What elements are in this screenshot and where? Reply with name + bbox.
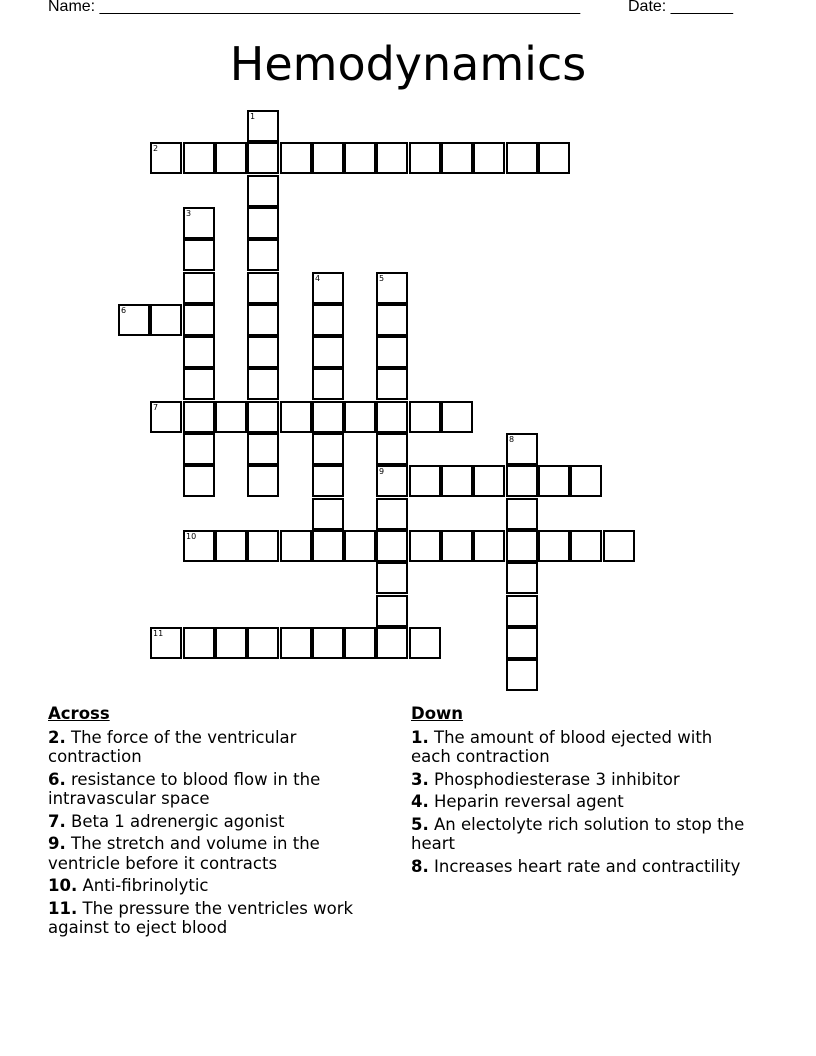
across-clue	[48, 728, 393, 767]
clue-number: 6.	[48, 769, 66, 789]
clue-text: The force of the ventricular contraction	[48, 727, 297, 766]
crossword-cell[interactable]	[441, 530, 473, 562]
clue-number: 4.	[411, 792, 429, 811]
cell-number: 2	[153, 144, 159, 153]
down-clue	[411, 792, 756, 812]
clue-number: 2.	[48, 727, 66, 747]
cell-number: 3	[186, 209, 192, 218]
crossword-cell[interactable]	[280, 401, 312, 433]
crossword-cell[interactable]	[312, 142, 344, 174]
crossword-cell[interactable]	[183, 368, 215, 400]
across-clues	[48, 704, 393, 941]
clue-text: An electolyte rich solution to stop the heart	[411, 814, 745, 853]
crossword-cell[interactable]	[376, 304, 408, 336]
across-clue	[48, 876, 393, 896]
crossword-cell[interactable]	[376, 142, 408, 174]
crossword-cell[interactable]	[280, 530, 312, 562]
crossword-cell[interactable]	[183, 239, 215, 271]
crossword-cell[interactable]	[183, 142, 215, 174]
clue-text: The amount of blood ejected with each contraction	[411, 727, 713, 766]
across-clue	[48, 770, 393, 809]
crossword-cell[interactable]	[344, 530, 376, 562]
crossword-cell[interactable]	[183, 304, 215, 336]
crossword-cell[interactable]	[247, 304, 279, 336]
crossword-cell[interactable]	[570, 530, 602, 562]
crossword-cell[interactable]	[312, 304, 344, 336]
clue-number: 10.	[48, 876, 78, 895]
crossword-cell[interactable]	[247, 142, 279, 174]
crossword-cell[interactable]	[376, 530, 408, 562]
crossword-cell[interactable]	[376, 401, 408, 433]
crossword-cell[interactable]	[247, 433, 279, 465]
crossword-cell[interactable]	[376, 595, 408, 627]
crossword-cell[interactable]	[506, 498, 538, 530]
clue-number: 3.	[411, 769, 429, 789]
crossword-cell[interactable]	[150, 304, 182, 336]
cell-number: 5	[379, 274, 385, 283]
crossword-cell[interactable]	[247, 110, 279, 142]
cell-number: 8	[509, 435, 515, 444]
crossword-cell[interactable]	[247, 368, 279, 400]
date-label[interactable]: Date: _______	[628, 0, 733, 15]
crossword-cell[interactable]	[215, 401, 247, 433]
clue-text: Anti-fibrinolytic	[82, 876, 209, 895]
clue-number: 11.	[48, 898, 78, 918]
puzzle-title: Hemodynamics	[229, 37, 587, 91]
crossword-cell[interactable]	[215, 142, 247, 174]
across-clue	[48, 834, 393, 873]
crossword-cell[interactable]	[376, 336, 408, 368]
cell-number: 11	[153, 629, 164, 638]
crossword-cell[interactable]	[376, 465, 408, 497]
crossword-cell[interactable]	[570, 465, 602, 497]
crossword-cell[interactable]	[312, 465, 344, 497]
crossword-cell[interactable]	[312, 401, 344, 433]
crossword-cell[interactable]	[312, 530, 344, 562]
crossword-cell[interactable]	[409, 530, 441, 562]
clue-number: 5.	[411, 814, 429, 834]
crossword-cell[interactable]	[409, 465, 441, 497]
across-clue	[48, 899, 393, 938]
clue-number: 1.	[411, 727, 429, 747]
cell-number: 10	[186, 532, 197, 541]
crossword-cell[interactable]	[538, 530, 570, 562]
crossword-cell[interactable]	[150, 142, 182, 174]
crossword-cell[interactable]	[312, 627, 344, 659]
clue-text: Increases heart rate and contractility	[434, 856, 741, 876]
crossword-cell[interactable]	[312, 272, 344, 304]
crossword-cell[interactable]	[473, 465, 505, 497]
crossword-cell[interactable]	[409, 401, 441, 433]
crossword-cell[interactable]	[247, 175, 279, 207]
crossword-cell[interactable]	[280, 142, 312, 174]
crossword-cell[interactable]	[409, 627, 441, 659]
down-clue	[411, 770, 756, 790]
crossword-cell[interactable]	[183, 272, 215, 304]
crossword-cell[interactable]	[344, 627, 376, 659]
clue-text: Heparin reversal agent	[434, 792, 624, 811]
crossword-cell[interactable]	[506, 627, 538, 659]
crossword-cell[interactable]	[506, 530, 538, 562]
crossword-cell[interactable]	[376, 627, 408, 659]
name-label[interactable]: Name: ______________________________________________________	[48, 0, 581, 15]
crossword-cell[interactable]	[376, 272, 408, 304]
crossword-cell[interactable]	[312, 433, 344, 465]
crossword-cell[interactable]	[312, 336, 344, 368]
cell-number: 9	[379, 467, 385, 476]
crossword-cell[interactable]	[247, 336, 279, 368]
crossword-cell[interactable]	[247, 272, 279, 304]
crossword-cell[interactable]	[506, 595, 538, 627]
crossword-cell[interactable]	[376, 562, 408, 594]
crossword-cell[interactable]	[183, 433, 215, 465]
crossword-cell[interactable]	[376, 498, 408, 530]
crossword-cell[interactable]	[280, 627, 312, 659]
crossword-cell[interactable]	[215, 530, 247, 562]
cell-number: 7	[153, 403, 159, 412]
crossword-cell[interactable]	[506, 562, 538, 594]
crossword-cell[interactable]	[312, 498, 344, 530]
crossword-cell[interactable]	[538, 142, 570, 174]
clue-text: The pressure the ventricles work against to eject blood	[48, 898, 354, 937]
crossword-cell[interactable]	[183, 465, 215, 497]
crossword-cell[interactable]	[118, 304, 150, 336]
crossword-cell[interactable]	[247, 627, 279, 659]
crossword-cell[interactable]	[376, 433, 408, 465]
clue-text: Phosphodiesterase 3 inhibitor	[434, 769, 680, 789]
crossword-cell[interactable]	[183, 207, 215, 239]
crossword-cell[interactable]	[150, 401, 182, 433]
crossword-cell[interactable]	[344, 401, 376, 433]
crossword-cell[interactable]	[183, 401, 215, 433]
crossword-cell[interactable]	[183, 336, 215, 368]
crossword-cell[interactable]	[376, 368, 408, 400]
crossword-cell[interactable]	[473, 142, 505, 174]
clue-number: 8.	[411, 856, 429, 876]
cell-number: 1	[250, 112, 256, 121]
crossword-cell[interactable]	[603, 530, 635, 562]
crossword-cell[interactable]	[150, 627, 182, 659]
crossword-cell[interactable]	[247, 207, 279, 239]
down-clue	[411, 728, 756, 767]
crossword-cell[interactable]	[247, 239, 279, 271]
crossword-cell[interactable]	[506, 433, 538, 465]
cell-number: 4	[315, 274, 321, 283]
clue-number: 9.	[48, 834, 66, 853]
crossword-cell[interactable]	[215, 627, 247, 659]
crossword-cell[interactable]	[473, 530, 505, 562]
crossword-cell[interactable]	[344, 142, 376, 174]
crossword-cell[interactable]	[506, 465, 538, 497]
crossword-cell[interactable]	[538, 465, 570, 497]
clue-text: Beta 1 adrenergic agonist	[71, 811, 285, 831]
crossword-cell[interactable]	[247, 530, 279, 562]
crossword-cell[interactable]	[312, 368, 344, 400]
crossword-cell[interactable]	[506, 659, 538, 691]
crossword-cell[interactable]	[183, 627, 215, 659]
crossword-cell[interactable]	[247, 401, 279, 433]
crossword-cell[interactable]	[183, 530, 215, 562]
clue-number: 7.	[48, 811, 66, 831]
clue-text: resistance to blood flow in the intravascular space	[48, 769, 321, 808]
down-heading: Down	[411, 704, 464, 723]
crossword-cell[interactable]	[441, 142, 473, 174]
down-clue	[411, 815, 756, 854]
cell-number: 6	[121, 306, 127, 315]
down-clue	[411, 857, 756, 877]
across-heading: Across	[48, 704, 110, 723]
clue-text: The stretch and volume in the ventricle before it contracts	[48, 834, 320, 873]
crossword-cell[interactable]	[441, 401, 473, 433]
crossword-cell[interactable]	[247, 465, 279, 497]
across-clue	[48, 812, 393, 832]
crossword-cell[interactable]	[506, 142, 538, 174]
down-clues	[411, 704, 756, 879]
crossword-cell[interactable]	[409, 142, 441, 174]
crossword-cell[interactable]	[441, 465, 473, 497]
